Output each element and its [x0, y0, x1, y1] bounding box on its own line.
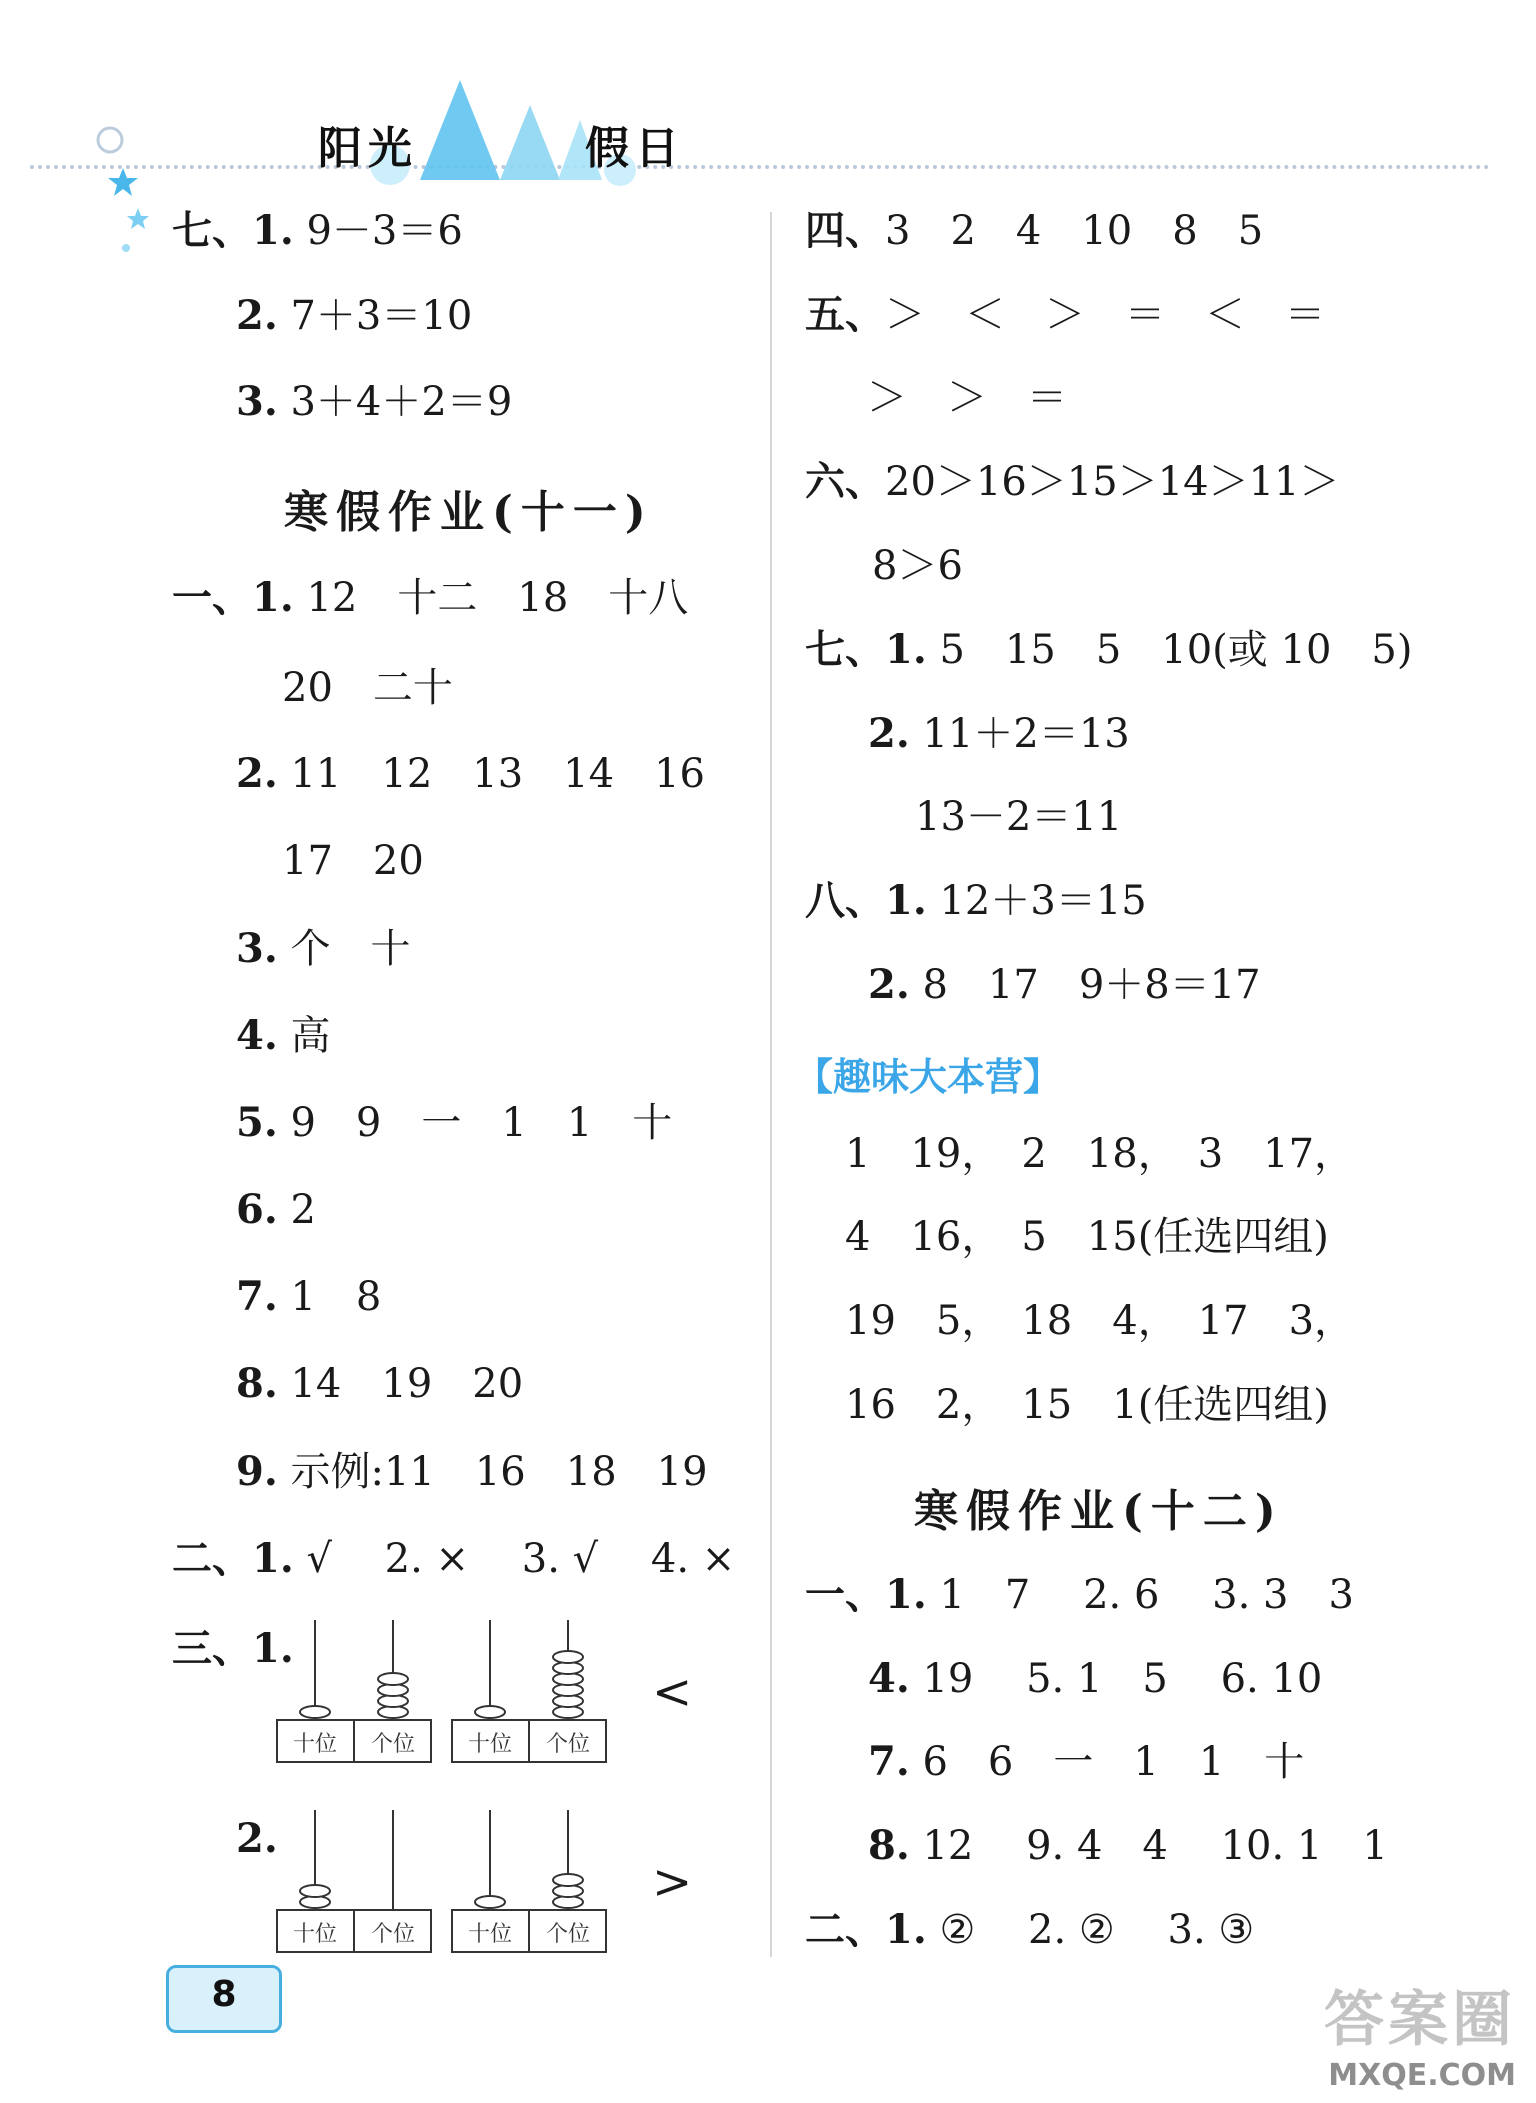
- answer-line: 二、1. ② 2. ② 3. ③: [805, 1906, 1255, 1953]
- answer-line: 4. 高: [236, 1012, 331, 1059]
- answer-line: 8. 14 19 20: [236, 1360, 524, 1407]
- answer-line: 13－2＝11: [915, 794, 1123, 840]
- header-title-left: 阳光: [318, 123, 418, 174]
- abacus-place-label: 个位: [545, 1922, 591, 1947]
- answer-line: 17 20: [282, 838, 424, 884]
- answer-line: 一、1. 1 7 2. 6 3. 3 3: [805, 1571, 1354, 1618]
- abacus-bead: [475, 1706, 505, 1718]
- abacus-figure: [275, 1810, 435, 1960]
- page-number: 8: [211, 1974, 237, 2015]
- answer-line: 19 5， 18 4， 17 3，: [845, 1298, 1355, 1344]
- comparison-sign: >: [652, 1854, 693, 1910]
- abacus-figure: [450, 1620, 610, 1770]
- answer-line: 七、1. 5 15 5 10(或 10 5): [805, 626, 1413, 673]
- answer-line: 8＞6: [872, 543, 963, 589]
- answer-line: 六、20＞16＞15＞14＞11＞: [805, 458, 1340, 505]
- abacus-bead: [553, 1874, 583, 1886]
- answer-line: 四、3 2 4 10 8 5: [805, 207, 1264, 254]
- answer-line: 3. 个 十: [236, 925, 411, 972]
- answer-line: 三、1.: [172, 1625, 294, 1672]
- abacus-figure: [450, 1810, 610, 1960]
- fun-section-label: 【趣味大本营】: [795, 1055, 1062, 1099]
- answer-line: 八、1. 12＋3＝15: [805, 877, 1147, 924]
- abacus-place-label: 个位: [370, 1732, 416, 1757]
- watermark-url: MXQE.COM: [1328, 2058, 1516, 2093]
- star-decoration: [108, 168, 158, 278]
- abacus-figure: [275, 1620, 435, 1770]
- page-number-box: [166, 1965, 282, 2033]
- answer-line: 7. 6 6 一 1 1 十: [868, 1738, 1305, 1785]
- answer-line: 2.: [236, 1815, 278, 1862]
- answer-line: 七、1. 9－3＝6: [172, 207, 463, 254]
- answer-line: 5. 9 9 一 1 1 十: [236, 1099, 673, 1146]
- abacus-place-label: 个位: [370, 1922, 416, 1947]
- answer-line: 16 2， 15 1(任选四组): [845, 1382, 1329, 1428]
- answer-line: ＞ ＞ ＝: [867, 375, 1067, 421]
- answer-line: 2. 7＋3＝10: [236, 292, 473, 339]
- section-heading: 寒假作业(十二): [914, 1486, 1284, 1537]
- abacus-bead: [300, 1706, 330, 1718]
- header-title-right: 假日: [585, 123, 685, 174]
- answer-line: 2. 8 17 9＋8＝17: [868, 961, 1261, 1008]
- abacus-place-label: 十位: [292, 1732, 338, 1757]
- watermark-logo: 答案圈: [1324, 1985, 1516, 2055]
- abacus-place-label: 十位: [467, 1922, 513, 1947]
- answer-line: 2. 11＋2＝13: [868, 710, 1130, 757]
- abacus-place-label: 十位: [292, 1922, 338, 1947]
- column-divider: [770, 212, 772, 1957]
- answer-line: 3. 3＋4＋2＝9: [236, 378, 513, 425]
- abacus-bead: [475, 1896, 505, 1908]
- answer-line: 一、1. 12 十二 18 十八: [172, 574, 689, 621]
- answer-line: 20 二十: [282, 665, 453, 711]
- watermark: [1324, 1972, 1516, 2093]
- answer-line: 二、1. √ 2. × 3. √ 4. ×: [172, 1535, 736, 1582]
- abacus-bead: [553, 1651, 583, 1663]
- section-heading: 寒假作业(十一): [284, 487, 654, 538]
- answer-line: 8. 12 9. 4 4 10. 1 1: [868, 1822, 1388, 1869]
- abacus-bead: [300, 1885, 330, 1897]
- answer-line: 4. 19 5. 1 5 6. 10: [868, 1655, 1323, 1702]
- abacus-place-label: 个位: [545, 1732, 591, 1757]
- answer-line: 2. 11 12 13 14 16: [236, 750, 705, 797]
- abacus-place-label: 十位: [467, 1732, 513, 1757]
- answer-line: 五、＞ ＜ ＞ ＝ ＜ ＝: [805, 291, 1325, 338]
- comparison-sign: <: [652, 1664, 693, 1720]
- answer-line: 4 16， 5 15(任选四组): [845, 1214, 1329, 1260]
- abacus-bead: [378, 1673, 408, 1685]
- answer-line: 7. 1 8: [236, 1273, 382, 1320]
- answer-line: 6. 2: [236, 1186, 316, 1233]
- answer-line: 9. 示例:11 16 18 19: [236, 1448, 708, 1495]
- answer-line: 1 19， 2 18， 3 17，: [845, 1131, 1355, 1177]
